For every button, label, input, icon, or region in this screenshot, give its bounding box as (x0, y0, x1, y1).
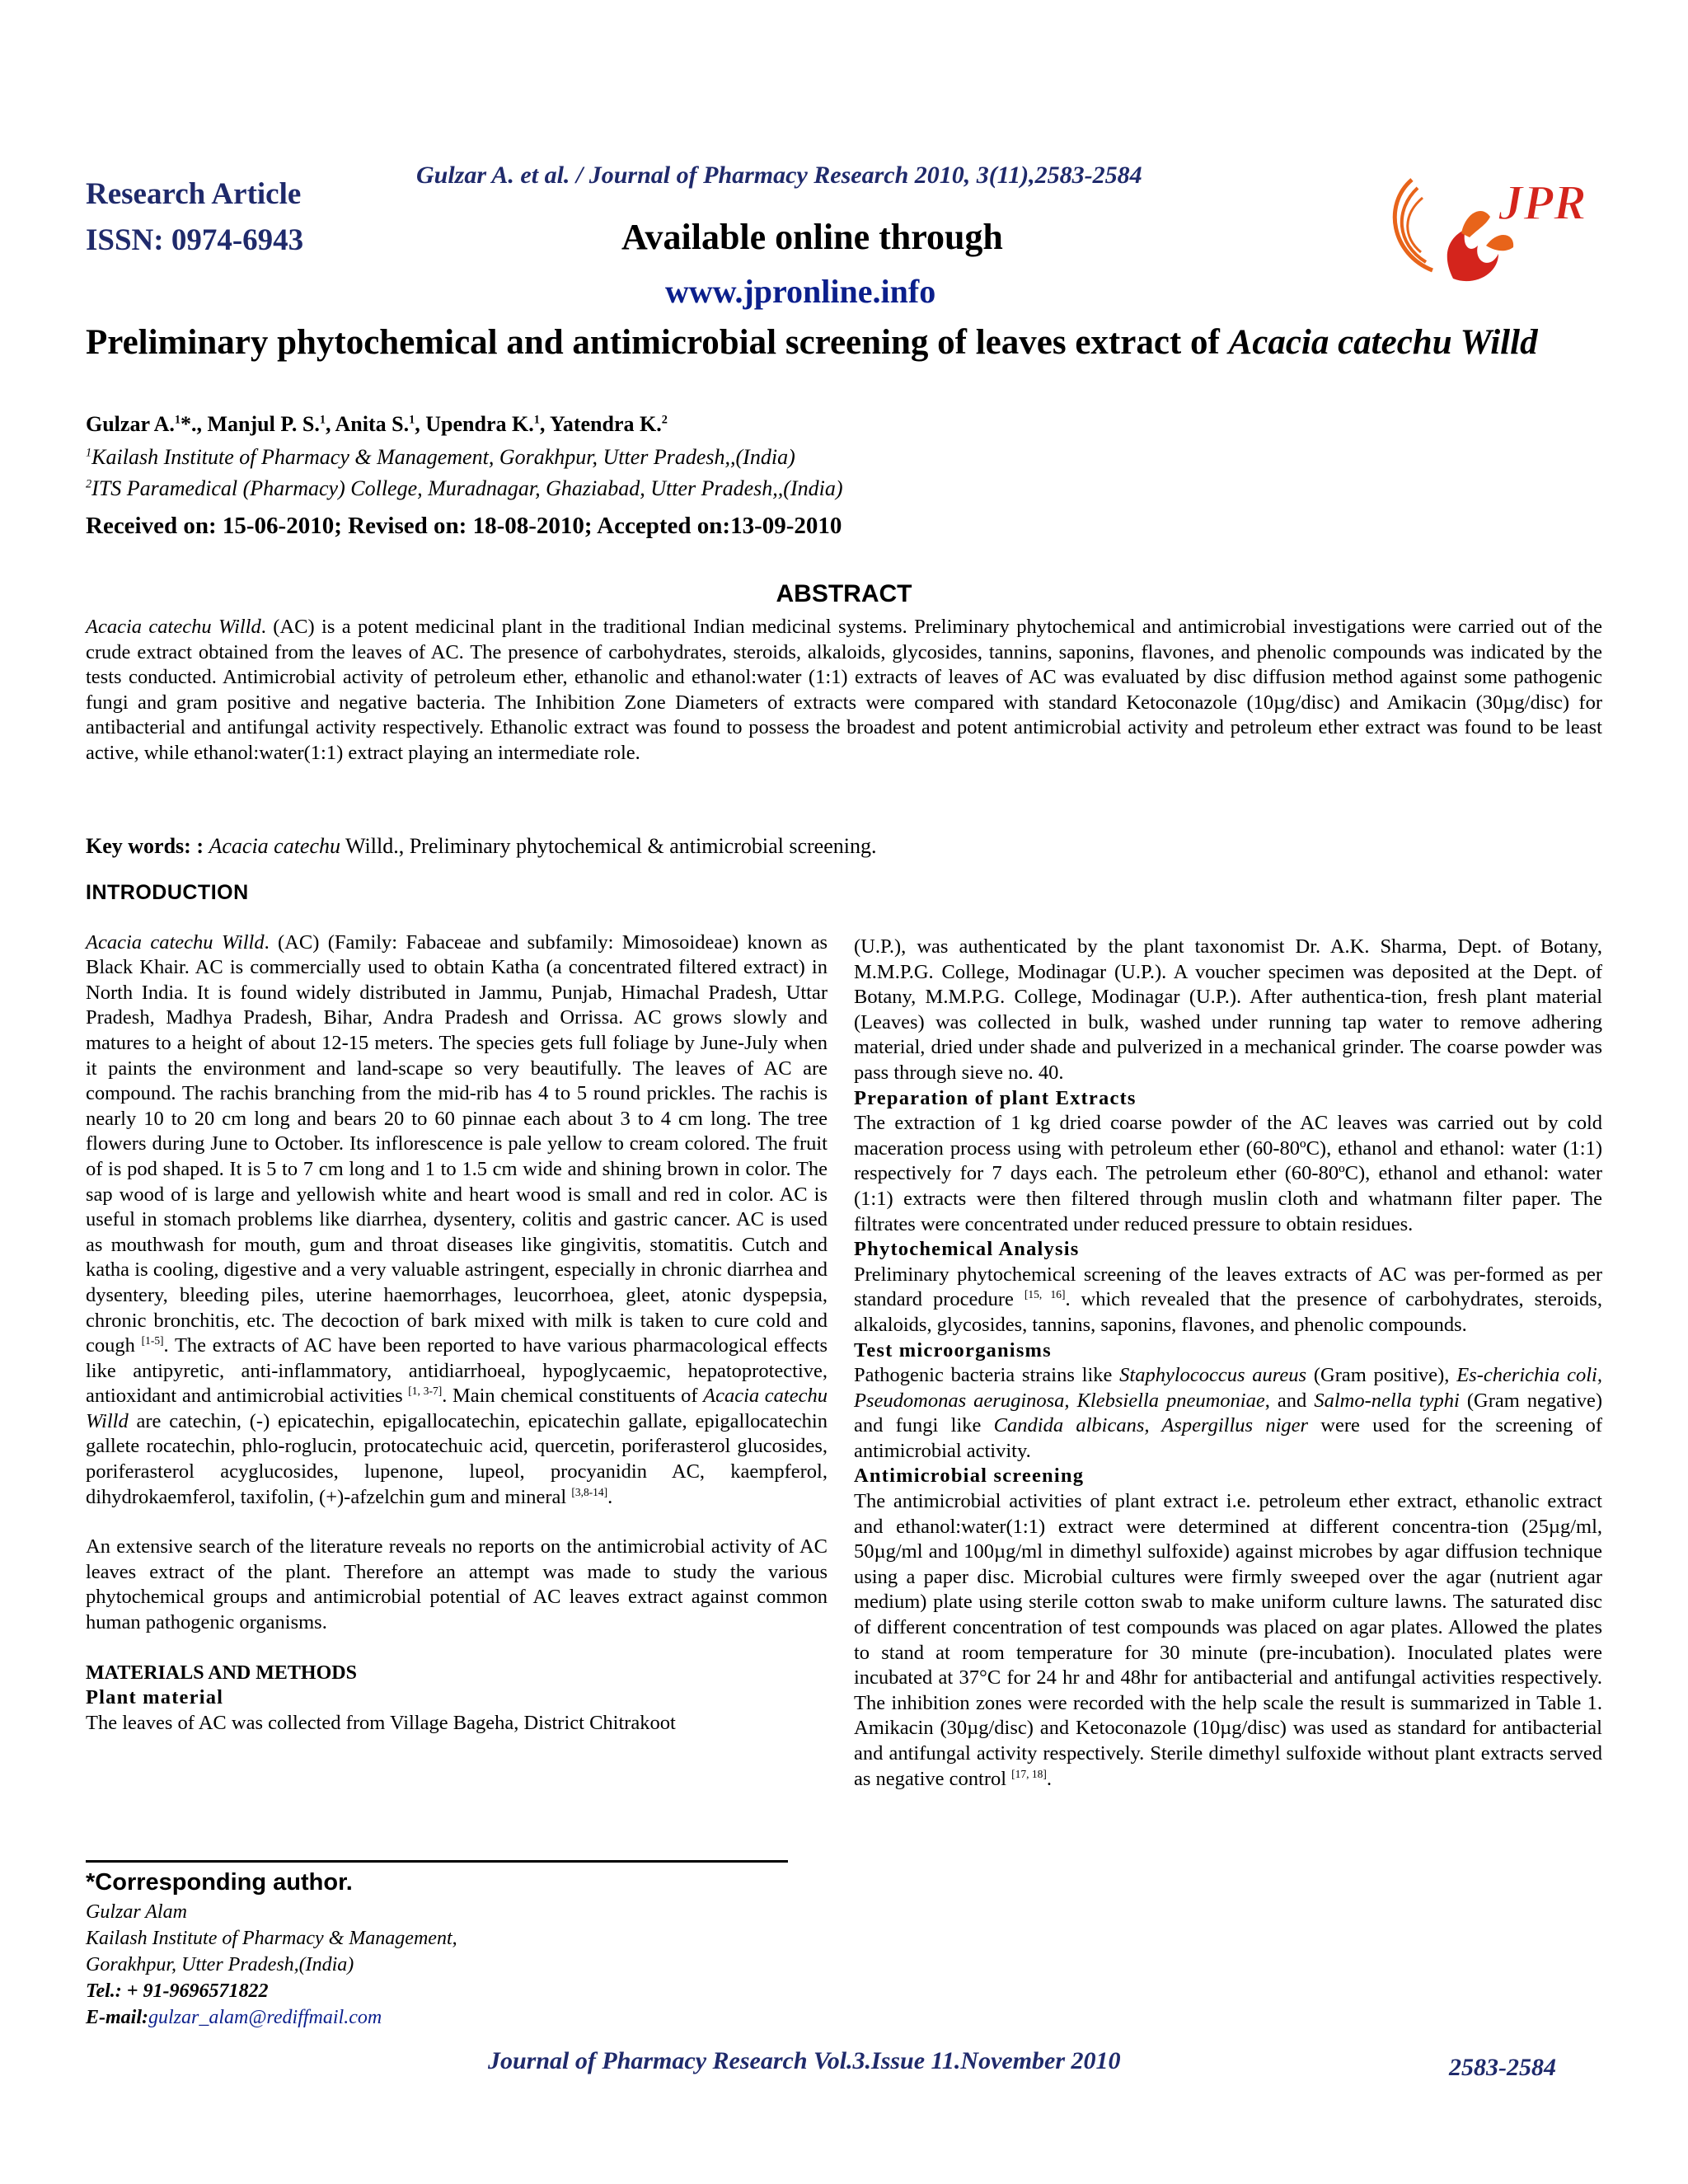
running-head: Gulzar A. et al. / Journal of Pharmacy Research 2010, 3(11),2583-2584 (416, 162, 1142, 189)
footer-journal: Journal of Pharmacy Research Vol.3.Issue 11.November 2010 (488, 2047, 1121, 2074)
affiliation-2: $^2$ITS Paramedical (Pharmacy) College, Muradnagar, Ghaziabad, Utter Pradesh,,(India) (86, 476, 843, 500)
test-microorganisms-text: Pathogenic bacteria strains like Staphylococcus aureus (Gram positive), Es-cherichia coli, Pseudomonas aeruginosa, Klebsiella pneumoniae, and Salmo-nella typhi (Gram negative) and fungi like Candida albicans, Aspergillus niger were used for the screening of antimicrobial activity. (854, 1364, 1603, 1462)
journal-logo-icon (1375, 155, 1597, 287)
article-dates: Received on: 15-06-2010; Revised on: 18-08-2010; Accepted on:13-09-2010 (86, 513, 842, 539)
footnote-rule (86, 1860, 788, 1863)
website-link[interactable]: www.jpronline.info (665, 273, 936, 310)
author-email: E-mail:gulzar_alam@rediffmail.com (86, 2007, 382, 2028)
corresponding-author-heading: *Corresponding author. (86, 1869, 353, 1896)
left-column (86, 880, 828, 1736)
plant-material-heading: Plant material (86, 1686, 224, 1709)
corresponding-author-block (86, 1866, 457, 2031)
antimicrobial-screening-heading: Antimicrobial screening (854, 1465, 1085, 1488)
intro-paragraph-1: Acacia catechu Willd. (AC) (Family: Fabaceae and subfamily: Mimosoideae) known as Black Khair. AC is commercially used to obtain Katha (a concentrated filtered extract) in North India. It is found widely distributed in Jammu, Punjab, Himachal Pradesh, Uttar Pradesh, Madhya Pradesh, Bihar, Andra Pradesh and Orrissa. AC grows slowly and matures to a height of about 12-15 meters. The species gets full foliage by June-July when it paints the environment and land-scape so very beautifully. The leaves of AC are compound. The rachis branching from the mid-rib has 4 to 5 round prickles. The rachis is nearly 10 to 20 cm long and bears 20 to 60 pinnae each about 3 to 4 cm long. The tree flowers during June to October. Its inflorescence is pale yellow to cream colored. The fruit of is pod shaped. It is 5 to 7 cm long and 1 to 1.5 cm wide and shining brown in color. The sap wood of is large and yellowish white and heart wood is small and red in color. AC is useful in stomach problems like diarrhea, dysentery, colitis and gastric cancer. AC is used as mouthwash for mouth, gum and throat diseases like gingivitis, stomatitis. Cutch and katha is cooling, digestive and a very valuable astringent, especially in chronic diarrhea and dysentery, bleeding piles, uterine haemorrhages, leucorrhoea, gleet, atonic dyspepsia, chronic bronchitis, etc. The decoction of bark mixed with milk is taken to cure cold and cough [1-5]. The extracts of AC have been reported to have various pharmacological effects like antipyretic, anti-inflammatory, antidiarrhoeal, hypoglycaemic, hepatoprotective, antioxidant and antimicrobial activities [1, 3-7]. Main chemical constituents of Acacia catechu Willd are catechin, (-) epicatechin, epigallocatechin, epicatechin gallate, epigallocatechin gallete rocatechin, phlo-roglucin, protocatechuic acid, quercetin, poriferasterol glucosides, poriferasterol acyglucosides, lupenone, lupeol, procyanidin AC, kaempferol, dihydrokaemferol, taxifolin, (+)-afzelchin gum and mineral [3,8-14]. (86, 930, 828, 1508)
phytochemical-heading: Phytochemical Analysis (854, 1238, 1080, 1261)
article-type: Research Article (86, 177, 302, 211)
preparation-text: The extraction of 1 kg dried coarse powder of the AC leaves was carried out by cold maceration process using with petroleum ether (60-80ºC), ethanol and ethanol: water (1:1) respectively for 7 days each. The petroleum ether (60-80ºC), ethanol and ethanol: water (1:1) extracts were then filtered through muslin cloth and whatmann filter paper. The filtrates were concentrated under reduced pressure to obtain residues. (854, 1112, 1602, 1235)
materials-methods-heading: MATERIALS AND METHODS (86, 1661, 357, 1684)
abstract-heading: ABSTRACT (776, 580, 912, 607)
plant-material-text: The leaves of AC was collected from Village Bageha, District Chitrakoot (86, 1711, 676, 1734)
footer-pages: 2583-2584 (1449, 2054, 1556, 2081)
keywords: Key words: : Acacia catechu Willd., Preliminary phytochemical & antimicrobial screening. (86, 834, 877, 858)
article-title: Preliminary phytochemical and antimicrobial screening of leaves extract of Acacia catechu Willd (86, 323, 1538, 362)
test-microorganisms-heading: Test microorganisms (854, 1338, 1052, 1361)
author-telephone: Tel.: + 91-9696571822 (86, 1980, 269, 2002)
available-online: Available online through (621, 217, 1003, 257)
issn: ISSN: 0974-6943 (86, 223, 304, 257)
introduction-heading: INTRODUCTION (86, 881, 249, 904)
author-email-link[interactable]: gulzar_alam@rediffmail.com (148, 2007, 382, 2028)
author-address: Gorakhpur, Utter Pradesh,(India) (86, 1954, 354, 1975)
plant-material-continued: (U.P.), was authenticated by the plant taxonomist Dr. A.K. Sharma, Dept. of Botany, M.M.P.G. College, Modinagar (U.P.). A voucher specimen was deposited at the Dept. of Botany, M.M.P.G. College, Modinagar (U.P.). After authentica-tion, fresh plant material (Leaves) was collected in bulk, washed under running tap water to remove adhering material, dried under shade and pulverized in a mechanical grinder. The coarse powder was pass through sieve no. 40. (854, 935, 1602, 1084)
journal-logo (1375, 155, 1597, 287)
author-list: Gulzar A.$^1$*., Manjul P. S.$^1$, Anita S.$^1$, Upendra K.$^1$, Yatendra K.$^2$ (86, 412, 668, 436)
author-institute: Kailash Institute of Pharmacy & Management, (86, 1928, 457, 1949)
right-column (854, 935, 1602, 1792)
svg-text:JPR: JPR (1498, 176, 1587, 230)
abstract-body: Acacia catechu Willd. (AC) is a potent medicinal plant in the traditional Indian medicinal systems. Preliminary phytochemical and antimicrobial investigations were carried out of the crude extract obtained from the leaves of AC. The presence of carbohydrates, steroids, alkaloids, glycosides, tannins, saponins, flavones, and phenolic compounds was indicated by the tests conducted. Antimicrobial activity of petroleum ether, ethanolic and ethanol:water (1:1) extracts of leaves of AC was evaluated by disc diffusion method against some pathogenic fungi and gram positive and negative bacteria. The Inhibition Zone Diameters of extracts were compared with standard Ketoconazole (10µg/disc) and Amikacin (30µg/disc) for antibacterial and antifungal activity respectively. Ethanolic extract was found to possess the broadest and potent antimicrobial activity and petroleum ether extract was found to be least active, while ethanol:water(1:1) extract playing an intermediate role. (86, 616, 1603, 764)
preparation-heading: Preparation of plant Extracts (854, 1086, 1137, 1109)
author-name: Gulzar Alam (86, 1901, 187, 1923)
antimicrobial-screening-text: The antimicrobial activities of plant extract i.e. petroleum ether extract, ethanolic extract and ethanol:water(1:1) extract were determined at different concentra-tion (25µg/ml, 50µg/ml and 100µg/ml in dimethyl sulfoxide) against microbes by agar diffusion technique using a paper disc. Microbial cultures were firmly sweeped over the agar (nutrient agar medium) plate using sterile cotton swab to make uniform culture lawns. The saturated disc of different concentration of test compounds was placed on agar plates. Allowed the plates to stand at room temperature for 30 minute (pre-incubation). Inoculated plates were incubated at 37°C for 24 hr and 48hr for antibacterial and antifungal activities respectively. The inhibition zones were recorded with the help scale the result is summarized in Table 1. Amikacin (30µg/disc) and Ketoconazole (10µg/disc) was used as standard for antibacterial and antifungal activity respectively. Sterile dimethyl sulfoxide without plant extracts served as negative control [17, 18]. (854, 1490, 1602, 1790)
affiliation-1: $^1$Kailash Institute of Pharmacy & Management, Gorakhpur, Utter Pradesh,,(India) (86, 445, 795, 469)
phytochemical-text: Preliminary phytochemical screening of the leaves extracts of AC was per-formed as per standard procedure [15, 16]. which revealed that the presence of carbohydrates, steroids, alkaloids, glycosides, tannins, saponins, flavones, and phenolic compounds. (854, 1263, 1602, 1336)
intro-paragraph-2: An extensive search of the literature reveals no reports on the antimicrobial activity of AC leaves extract of the plant. Therefore an attempt was made to study the various phytochemical groups and antimicrobial potential of AC leaves extract against common human pathogenic organisms. (86, 1535, 828, 1634)
